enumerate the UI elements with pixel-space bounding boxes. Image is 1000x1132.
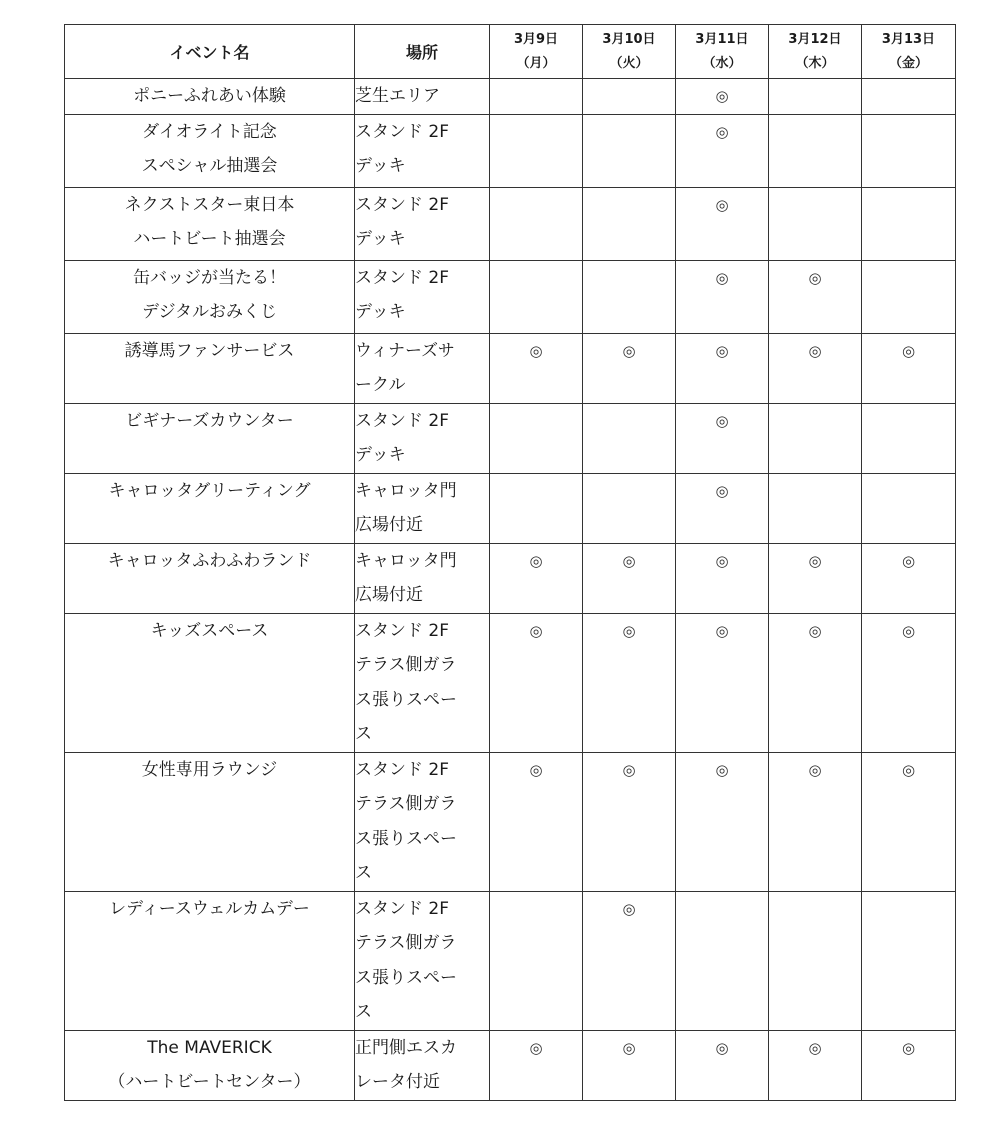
day-cell [769,187,862,260]
event-name-line: キャロッタグリーティング [108,480,311,501]
place-line: テラス側ガラ [355,655,457,675]
day-cell [769,1030,862,1100]
event-name-line: キッズスペース [150,620,269,641]
event-name-cell [65,473,355,543]
double-circle-mark: ◎ [715,122,729,141]
day-cell [862,473,956,543]
table-row [65,403,956,473]
day-cell [490,613,583,752]
day-cell [676,187,769,260]
day-cell [583,543,676,613]
table-row [65,333,956,403]
place-line: ス [355,724,372,744]
day-cell [769,752,862,891]
double-circle-mark: ◎ [622,760,636,779]
double-circle-mark: ◎ [715,87,729,105]
event-name-line: 缶バッジが当たる！ [133,267,286,288]
place-line: ス張りスペー [355,689,457,710]
place-line: スタンド 2F [355,267,449,288]
day-cell [769,114,862,187]
place-line: スタンド 2F [355,121,449,142]
place-line: スタンド 2F [355,410,449,431]
place-line: スタンド 2F [355,898,449,919]
place-line: キャロッタ門 [355,550,457,571]
day-cell [862,613,956,752]
place-cell [355,260,490,333]
event-name-cell [65,891,355,1030]
event-name-line: ダイオライト記念 [142,121,277,142]
table-row [65,543,956,613]
day-weekday: （金） [888,55,928,71]
place-line: スタンド 2F [355,759,449,780]
day-cell [769,403,862,473]
day-cell [490,260,583,333]
day-weekday: （木） [795,55,835,71]
place-line: 芝生エリア [355,86,440,106]
double-circle-mark: ◎ [622,551,636,570]
double-circle-mark: ◎ [715,341,729,360]
event-name-line: 誘導馬ファンサービス [124,340,295,361]
day-cell [676,473,769,543]
day-cell [862,79,956,115]
day-cell [676,114,769,187]
day-cell [676,891,769,1030]
day-cell [583,114,676,187]
day-cell [583,260,676,333]
event-name-cell [65,114,355,187]
place-line: キャロッタ門 [355,480,457,501]
place-cell [355,752,490,891]
event-name-line: ビギナーズカウンター [125,410,294,431]
day-cell [769,613,862,752]
place-cell [355,187,490,260]
day-cell [862,114,956,187]
day-cell [862,891,956,1030]
day-date: 3月13日 [881,31,936,47]
double-circle-mark: ◎ [529,341,543,360]
place-line: テラス側ガラ [355,794,457,814]
place-line: テラス側ガラ [355,933,457,953]
day-cell [676,613,769,752]
day-date: 3月9日 [513,31,559,47]
event-name-cell [65,403,355,473]
place-cell [355,79,490,115]
double-circle-mark: ◎ [808,268,822,287]
day-cell [676,79,769,115]
place-cell [355,891,490,1030]
place-line: 広場付近 [355,515,423,535]
place-line: スタンド 2F [355,194,449,215]
day-cell [769,543,862,613]
day-cell [490,543,583,613]
place-line: レータ付近 [355,1072,440,1092]
header-row [65,25,956,79]
event-name-cell [65,333,355,403]
table-row [65,79,956,115]
day-cell [676,543,769,613]
double-circle-mark: ◎ [529,551,543,570]
place-line: ウィナーズサ [355,340,455,361]
day-cell [583,613,676,752]
day-date: 3月12日 [788,31,842,47]
day-cell [769,473,862,543]
event-name-cell [65,1030,355,1100]
day-cell [583,473,676,543]
schedule-body [65,79,956,1101]
place-line: デッキ [355,229,406,249]
day-weekday: （水） [702,55,742,71]
day-weekday: （月） [516,55,556,71]
day-cell [490,114,583,187]
double-circle-mark: ◎ [529,621,543,640]
table-row [65,187,956,260]
day-cell [862,333,956,403]
double-circle-mark: ◎ [529,760,543,779]
double-circle-mark: ◎ [622,341,636,360]
place-cell [355,403,490,473]
double-circle-mark: ◎ [715,621,729,640]
double-circle-mark: ◎ [622,899,636,918]
double-circle-mark: ◎ [715,760,729,779]
table-row [65,260,956,333]
double-circle-mark: ◎ [808,1038,822,1057]
table-row [65,613,956,752]
place-line: ス [355,1002,372,1022]
day-cell [676,1030,769,1100]
event-name-line: （ハートビートセンター） [108,1072,311,1092]
day-cell [676,260,769,333]
day-cell [676,333,769,403]
event-name-header: イベント名 [65,25,355,79]
table-row [65,1030,956,1100]
day-cell [862,752,956,891]
day-cell [490,891,583,1030]
place-header: 場所 [355,25,490,79]
day-cell [583,752,676,891]
place-line: スタンド 2F [355,620,449,641]
day-cell [583,891,676,1030]
event-name-cell [65,79,355,115]
day-cell [862,1030,956,1100]
event-name-cell [65,260,355,333]
place-line: ス張りスペー [355,967,457,988]
day-cell [862,187,956,260]
day-cell [862,260,956,333]
double-circle-mark: ◎ [715,551,729,570]
event-name-line: ポニーふれあい体験 [133,86,286,106]
day-cell [583,187,676,260]
place-line: デッキ [355,302,406,322]
double-circle-mark: ◎ [622,621,636,640]
event-name-line: ハートビート抽選会 [133,229,286,249]
double-circle-mark: ◎ [901,760,916,779]
day-header [490,25,583,79]
place-cell [355,1030,490,1100]
day-cell [490,333,583,403]
place-line: ス張りスペー [355,828,457,849]
event-name-cell [65,543,355,613]
day-cell [676,752,769,891]
double-circle-mark: ◎ [622,1038,636,1057]
table-row [65,891,956,1030]
event-schedule-table [64,24,956,1101]
day-header [583,25,676,79]
event-name-line: 女性専用ラウンジ [141,759,278,780]
double-circle-mark: ◎ [808,341,822,360]
day-date: 3月10日 [602,31,656,47]
day-cell [490,752,583,891]
event-name-cell [65,187,355,260]
place-cell [355,543,490,613]
event-name-line: The MAVERICK [147,1037,272,1058]
day-cell [676,403,769,473]
day-cell [769,79,862,115]
day-cell [769,333,862,403]
event-name-cell [65,752,355,891]
place-line: 広場付近 [355,585,423,605]
table-row [65,752,956,891]
place-line: デッキ [355,156,406,176]
day-cell [769,260,862,333]
double-circle-mark: ◎ [715,481,729,500]
place-line: ス [355,863,372,883]
day-cell [583,403,676,473]
double-circle-mark: ◎ [715,268,729,287]
double-circle-mark: ◎ [901,621,916,640]
day-header [862,25,956,79]
double-circle-mark: ◎ [715,1038,729,1057]
day-cell [490,403,583,473]
place-line: デッキ [355,445,406,465]
double-circle-mark: ◎ [715,195,729,214]
place-cell [355,613,490,752]
day-cell [490,473,583,543]
event-name-line: デジタルおみくじ [142,302,277,322]
double-circle-mark: ◎ [808,621,822,640]
day-date: 3月11日 [695,31,749,47]
day-header [676,25,769,79]
day-cell [583,1030,676,1100]
day-cell [769,891,862,1030]
event-name-line: ネクストスター東日本 [124,194,295,215]
place-cell [355,114,490,187]
table-row [65,473,956,543]
day-cell [583,333,676,403]
place-cell [355,333,490,403]
double-circle-mark: ◎ [901,1038,916,1057]
double-circle-mark: ◎ [715,411,729,430]
day-cell [862,543,956,613]
place-line: 正門側エスカ [355,1037,457,1058]
double-circle-mark: ◎ [808,760,822,779]
day-cell [862,403,956,473]
event-name-line: スペシャル抽選会 [141,156,278,176]
double-circle-mark: ◎ [529,1038,543,1057]
day-cell [490,79,583,115]
day-cell [490,1030,583,1100]
double-circle-mark: ◎ [808,551,822,570]
place-cell [355,473,490,543]
double-circle-mark: ◎ [901,341,916,360]
day-cell [490,187,583,260]
place-line: ークル [355,375,406,395]
event-name-cell [65,613,355,752]
event-name-line: キャロッタふわふわランド [107,550,312,571]
day-weekday: （火） [609,55,649,71]
double-circle-mark: ◎ [901,551,916,570]
day-header [769,25,862,79]
day-cell [583,79,676,115]
table-row [65,114,956,187]
event-name-line: レディースウェルカムデー [109,898,310,919]
